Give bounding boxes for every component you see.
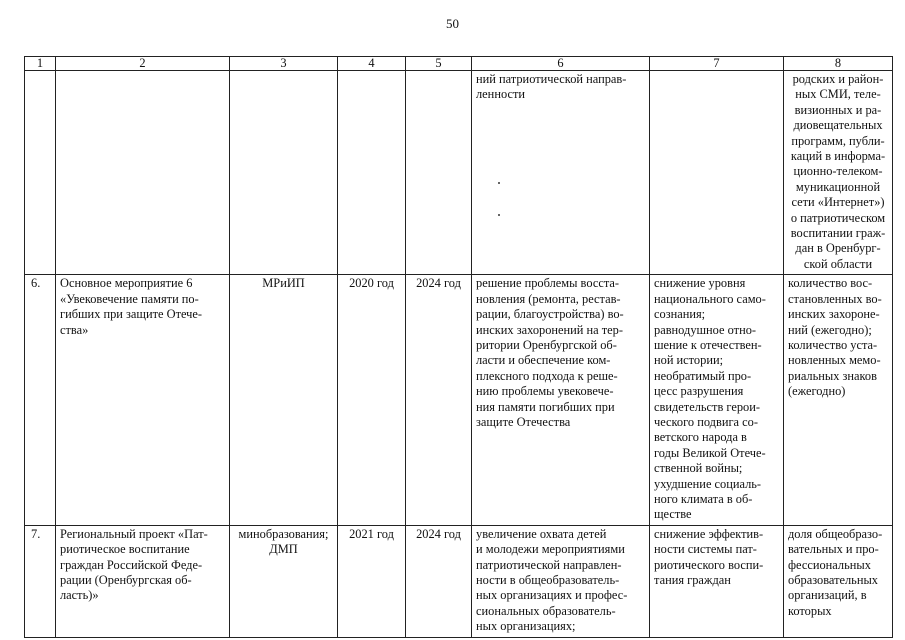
- consequence: снижение уровня национального само- сознания; равнодушное отно- шение к отечествен- ной истории; необратимый про- цесс разрушения свидетельств герои- ческого подвига со- ветского народа в годы Великой Отече- ственной войны; ухудшение социаль- ного климата в об- ществе: [650, 275, 784, 526]
- indicator: количество вос- становленных во- инских захороне- ний (ежегодно); количество уста- новленных мемо- риальных знаков (ежегодно): [784, 275, 893, 526]
- end-year: [406, 71, 472, 275]
- start-year: [338, 71, 406, 275]
- table-row: [25, 525, 893, 637]
- table-row: [25, 71, 893, 275]
- scan-speck: [498, 182, 500, 184]
- column-number: 8: [784, 57, 893, 71]
- table-row: [25, 275, 893, 526]
- start-year: 2020 год: [338, 275, 406, 526]
- column-number: 1: [25, 57, 56, 71]
- column-number: 6: [472, 57, 650, 71]
- column-number: 7: [650, 57, 784, 71]
- column-number: 4: [338, 57, 406, 71]
- executor: МРиИП: [230, 275, 338, 526]
- measure-name: Региональный проект «Пат- риотическое воспитание граждан Российской Феде- рации (Оренбургская об- ласть)»: [56, 525, 230, 637]
- executor: [230, 71, 338, 275]
- end-year: 2024 год: [406, 525, 472, 637]
- column-number: 2: [56, 57, 230, 71]
- scan-speck: [498, 214, 500, 216]
- row-number: 6.: [25, 275, 56, 526]
- program-table: [24, 56, 893, 638]
- measure-name: [56, 71, 230, 275]
- column-number-row: [25, 57, 893, 71]
- indicator: родских и район- ных СМИ, теле- визионных и ра- диовещательных программ, публи- каций в информа- ционно-телеком- муникационной сети «Интернет») о патриотическом воспитании граж- дан в Оренбург- ской области: [784, 71, 893, 275]
- executor: минобразования; ДМП: [230, 525, 338, 637]
- column-number: 5: [406, 57, 472, 71]
- start-year: 2021 год: [338, 525, 406, 637]
- end-year: 2024 год: [406, 275, 472, 526]
- consequence: снижение эффектив- ности системы пат- риотического воспи- тания граждан: [650, 525, 784, 637]
- column-number: 3: [230, 57, 338, 71]
- consequence: [650, 71, 784, 275]
- page-number: 50: [446, 16, 459, 31]
- measure-name: Основное мероприятие 6 «Увековечение памяти по- гибших при защите Отече- ства»: [56, 275, 230, 526]
- expected-result: ний патриотической направ- ленности: [472, 71, 650, 275]
- indicator: доля общеобразо- вательных и про- фессиональных образовательных организаций, в которых: [784, 525, 893, 637]
- row-number: 7.: [25, 525, 56, 637]
- row-number: [25, 71, 56, 275]
- expected-result: увеличение охвата детей и молодежи мероприятиями патриотической направлен- ности в общеобразователь- ных организациях и профес- сиональных образователь- ных организациях;: [472, 525, 650, 637]
- expected-result: решение проблемы восста- новления (ремонта, рестав- рации, благоустройства) во- инских захоронений на тер- ритории Оренбургской об- ласти и обеспечение ком- плексного подхода к реше- нию проблемы увековече- ния памяти погибших при защите Отечества: [472, 275, 650, 526]
